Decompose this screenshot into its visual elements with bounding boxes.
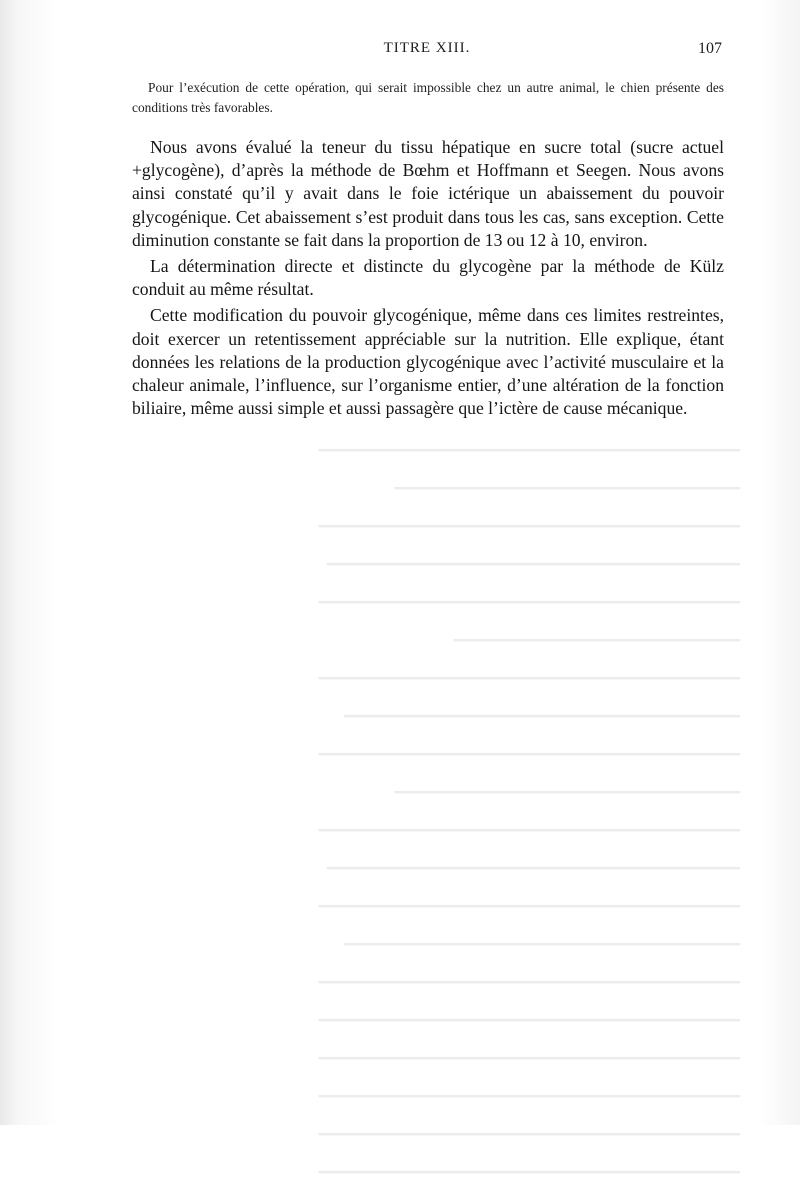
page-number: 107: [698, 40, 722, 57]
page-header: [132, 40, 722, 64]
show-through-texture: ━━━━━━━━━━━━━━━━━━━━━━━━━━━━━━━━━━━━━━━━━━━━━━━━━━ ━━━━━━━━━━━━━━━━━━━━━━━━━━━━━━━━━━━━━━━━━ ━━━━━━━━━━━━━━━━━━━━━━━━━━━━━━━━━━━━━━━━━━━━━━━━━━ ━━━━━━━━━━━━━━━━━━━━━━━━━━━━━━━━━━━━━━━━━━━━━━━━━ ━━━━━━━━━━━━━━━━━━━━━━━━━━━━━━━━━━━━━━━━━━━━━━━━━━ ━━━━━━━━━━━━━━━━━━━━━━━━━━━━━━━━━━ ━━━━━━━━━━━━━━━━━━━━━━━━━━━━━━━━━━━━━━━━━━━━━━━━━━ ━━━━━━━━━━━━━━━━━━━━━━━━━━━━━━━━━━━━━━━━━━━━━━━ ━━━━━━━━━━━━━━━━━━━━━━━━━━━━━━━━━━━━━━━━━━━━━━━━━━ ━━━━━━━━━━━━━━━━━━━━━━━━━━━━━━━━━━━━━━━━━ ━━━━━━━━━━━━━━━━━━━━━━━━━━━━━━━━━━━━━━━━━━━━━━━━━━ ━━━━━━━━━━━━━━━━━━━━━━━━━━━━━━━━━━━━━━━━━━━━━━━━━ ━━━━━━━━━━━━━━━━━━━━━━━━━━━━━━━━━━━━━━━━━━━━━━━━━━ ━━━━━━━━━━━━━━━━━━━━━━━━━━━━━━━━━━━━━━━━━━━━━━━ ━━━━━━━━━━━━━━━━━━━━━━━━━━━━━━━━━━━━━━━━━━━━━━━━━━ ━━━━━━━━━━━━━━━━━━━━━━━━━━━━━━━━━━━━━━━━━━━━━━━━━━ ━━━━━━━━━━━━━━━━━━━━━━━━━━━━━━━━━━━━━━━━━━━━━━━━━━ ━━━━━━━━━━━━━━━━━━━━━━━━━━━━━━━━━━━━━━━━━━━━━━━━━━ ━━━━━━━━━━━━━━━━━━━━━━━━━━━━━━━━━━━━━━━━━━━━━━━━━━ ━━━━━━━━━━━━━━━━━━━━━━━━━━━━━━━━━━━━━━━━━━━━━━━━━━: [318, 444, 740, 1181]
paragraph: Nous avons évalué la teneur du tissu hépatique en sucre total (sucre actuel +glycogène), d’après la méthode de Bœhm et Hoffmann et Seegen. Nous avons ainsi constaté qu’il y avait dans le foie ictérique un abaissement du pouvoir glycogénique. Cet abaissement s’est produit dans tous les cas, sans exception. Cette diminution constante se fait dans la proportion de 13 ou 12 à 10, environ.: [132, 137, 724, 250]
body-text: [132, 136, 724, 423]
paragraph: Cette modification du pouvoir glycogénique, même dans ces limites restreintes, doit exercer un retentissement appréciable sur la nutrition. Elle explique, étant données les relations de la production glycogénique avec l’activité musculaire et la chaleur animale, l’influence, sur l’organisme entier, d’une altération de la fonction biliaire, même aussi simple et aussi passagère que l’ictère de cause mécanique.: [132, 305, 724, 419]
paragraph: La détermination directe et distincte du glycogène par la méthode de Külz conduit au même résultat.: [132, 256, 724, 300]
footnote: Pour l’exécution de cette opération, qui serait impossible chez un autre animal, le chien présente des conditions très favorables.: [132, 80, 724, 115]
running-head: TITRE XIII.: [383, 40, 471, 56]
